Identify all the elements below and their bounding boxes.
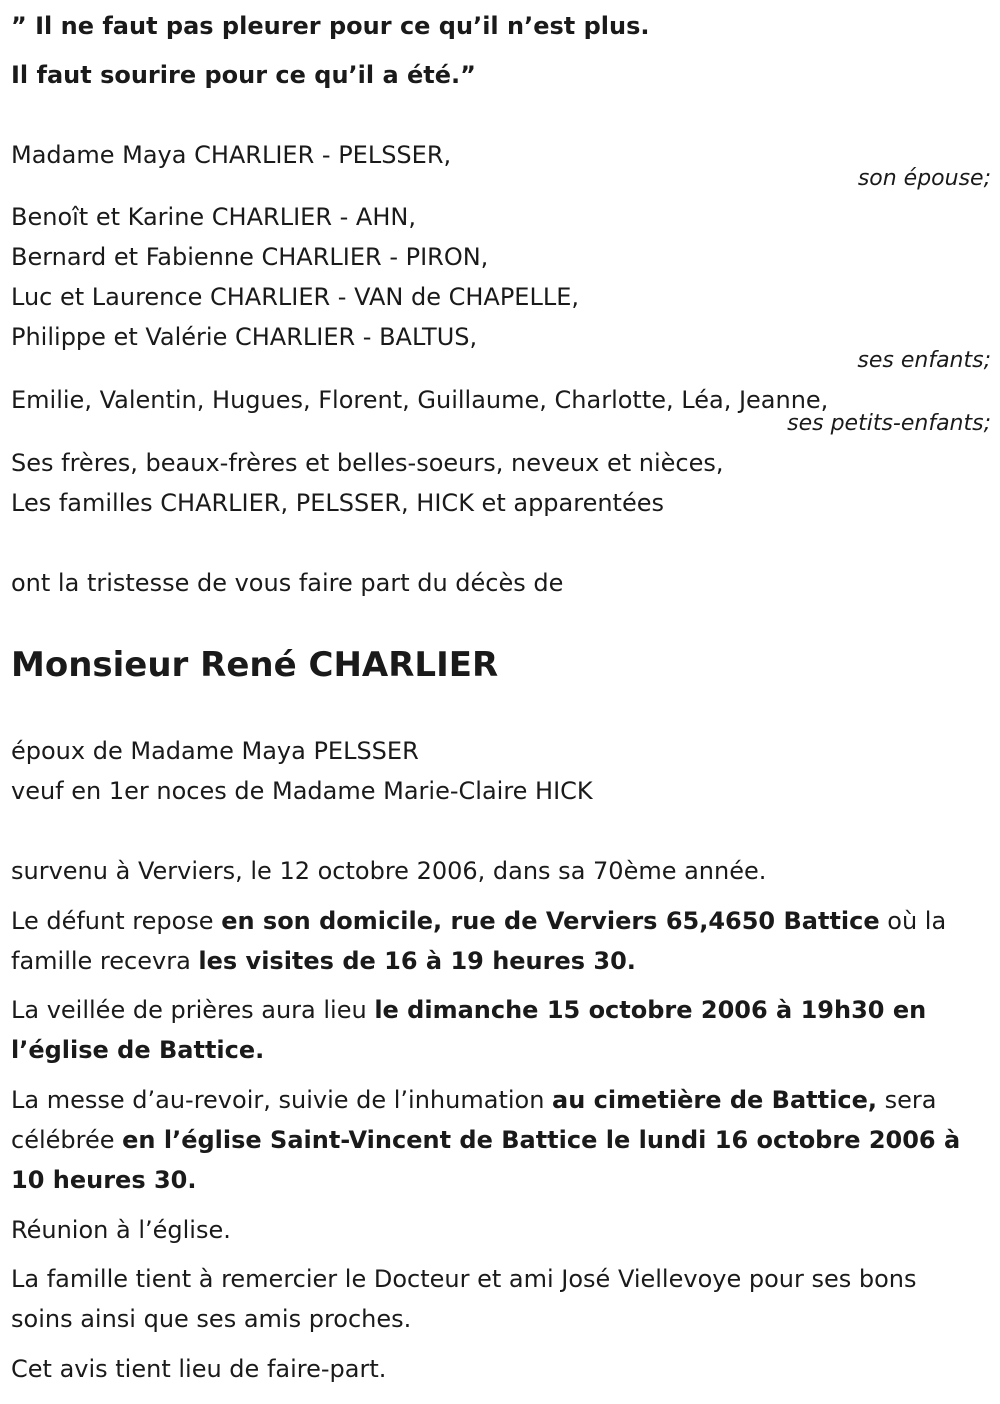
mass-details: en l’église Saint-Vincent de Battice le lundi 16 octobre 2006 à 10 heures 30. — [11, 1126, 961, 1194]
deceased-spouse-line: époux de Madame Maya PELSSER — [11, 737, 419, 765]
grandchildren-names: Emilie, Valentin, Hugues, Florent, Guillaume, Charlotte, Léa, Jeanne, — [11, 386, 829, 414]
children-role: ses enfants; — [857, 348, 991, 373]
deceased-widower-line: veuf en 1er noces de Madame Marie-Claire HICK — [11, 777, 593, 805]
mass-paragraph — [11, 1080, 991, 1200]
quote-line-2: Il faut sourire pour ce qu’il a été.” — [11, 61, 476, 89]
child-1: Benoît et Karine CHARLIER - AHN, — [11, 203, 416, 231]
mass-text-a: La messe d’au-revoir, suivie de l’inhumation — [11, 1086, 553, 1114]
mass-text-c: sera célébrée — [11, 1086, 937, 1154]
closing-note: Cet avis tient lieu de faire-part. — [11, 1355, 387, 1383]
meeting-note: Réunion à l’église. — [11, 1216, 231, 1244]
other-family-2: Les familles CHARLIER, PELSSER, HICK et apparentées — [11, 489, 665, 517]
other-family-1: Ses frères, beaux-frères et belles-soeurs, neveux et nièces, — [11, 449, 724, 477]
repose-paragraph — [11, 901, 991, 981]
deceased-name: Monsieur René CHARLIER — [11, 645, 499, 685]
spouse-role: son épouse; — [857, 166, 991, 191]
thanks-paragraph: La famille tient à remercier le Docteur et ami José Viellevoye pour ses bons soins ainsi que ses amis proches. — [11, 1265, 917, 1333]
burial-location: au cimetière de Battice, — [552, 1086, 877, 1114]
child-4: Philippe et Valérie CHARLIER - BALTUS, — [11, 323, 478, 351]
child-2: Bernard et Fabienne CHARLIER - PIRON, — [11, 243, 489, 271]
grandchildren-role: ses petits-enfants; — [787, 411, 991, 436]
repose-location: en son domicile, rue de Verviers 65,4650 Battice — [221, 907, 880, 935]
quote-line-1: ” Il ne faut pas pleurer pour ce qu’il n’est plus. — [11, 12, 650, 40]
repose-text-a: Le défunt repose — [11, 907, 222, 935]
death-details: survenu à Verviers, le 12 octobre 2006, dans sa 70ème année. — [11, 857, 767, 885]
visiting-hours: les visites de 16 à 19 heures 30. — [198, 947, 636, 975]
child-3: Luc et Laurence CHARLIER - VAN de CHAPELLE, — [11, 283, 579, 311]
vigil-details: le dimanche 15 octobre 2006 à 19h30 en l’église de Battice. — [11, 996, 927, 1064]
spouse-name: Madame Maya CHARLIER - PELSSER, — [11, 141, 452, 169]
announcement: ont la tristesse de vous faire part du décès de — [11, 569, 564, 597]
vigil-text-a: La veillée de prières aura lieu — [11, 996, 375, 1024]
vigil-paragraph — [11, 990, 991, 1070]
repose-text-c: où la famille recevra — [11, 907, 947, 975]
